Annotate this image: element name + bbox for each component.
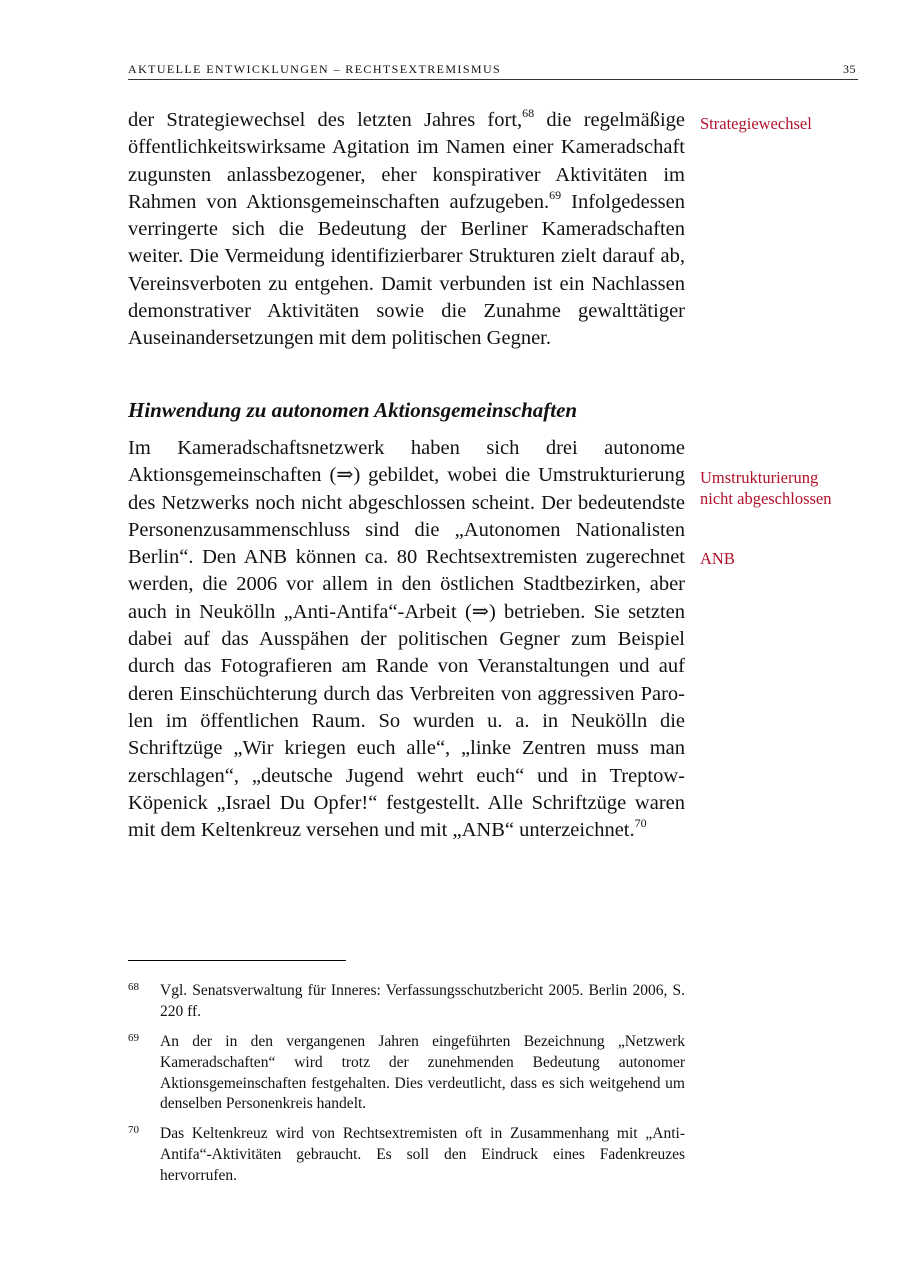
paragraph-text: Infolgedessen verringerte sich die Bedeutung der Berliner Kameradschaften weiter. Die Vermeidung identifizierbarer Strukturen zielt darauf ab, Vereinsverboten zu entgehen. Damit verbunden ist ein Nachlassen demonstrativer Aktivitäten sowie die Zunahme gewalttätiger Auseinandersetzungen mit dem politischen Gegner. [128,190,686,350]
footnote-ref-69[interactable]: 69 [549,187,562,202]
footnote-70 [128,1124,685,1186]
paragraph-text: Im Kameradschaftsnetzwerk haben sich drei autonome Aktionsgemeinschaften (⇒) gebildet, wobei die Umstrukturierung des Netzwerks noch nicht abgeschlossen scheint. Der bedeutendste Personenzusammenschluss sind die „Autonomen Nationalisten Berlin“. Den ANB können ca. 80 Rechtsextremisten zugerechnet werden, die 2006 vor allem in den östlichen Stadtbezirken, aber auch in Neukölln „Anti-Antifa“-Arbeit (⇒) betrieben. Sie setzten dabei auf das Ausspähen der politischen Gegner zum Beispiel durch das Fotografieren am Rande von Veranstaltungen und auf deren Einschüchterung durch das Verbreiten von aggressiven Parolen im öffentlichen Raum. So wurden u. a. in Neukölln die Schriftzüge „Wir kriegen euch alle“, „linke Zentren muss man zerschlagen“, „deutsche Jugend wehrt euch“ und in Treptow-Köpenick „Israel Du Opfer!“ festgestellt. Alle Schriftzüge waren mit dem Keltenkreuz versehen und mit „ANB“ unterzeichnet. [128,437,685,842]
footnote-number: 70 [128,1124,139,1136]
margin-note-umstrukturierung [700,467,832,509]
footnote-number: 69 [128,1032,139,1044]
margin-note-text: Umstrukturierung [700,468,819,487]
footnote-ref-70[interactable]: 70 [634,816,647,831]
margin-note-text: ANB [700,549,735,568]
footnote-68 [128,981,685,1023]
footnote-text: Vgl. Senatsverwaltung für Inneres: Verfassungsschutzbericht 2005. Berlin 2006, S. 220 ff. [160,982,685,1020]
footnote-divider [128,960,346,961]
running-header [128,62,858,80]
section-heading: Hinwendung zu autonomen Aktionsgemeinschaften [128,398,578,422]
running-header-title: AKTUELLE ENTWICKLUNGEN – RECHTSEXTREMISMUS [128,62,502,76]
footnote-text: An der in den vergangenen Jahren eingeführten Bezeichnung „Netzwerk Kameradschaften“ wird trotz der zunehmenden Bedeutung autonomer Aktionsgemeinschaften festgehalten. Dies verdeutlicht, dass es sich weitgehend um denselben Personenkreis handelt. [160,1033,685,1113]
footnote-ref-68[interactable]: 68 [522,106,535,120]
margin-note-text: Strategiewechsel [700,114,812,133]
footnote-number: 68 [128,981,139,993]
margin-note-anb [700,548,735,569]
footnote-text: Das Keltenkreuz wird von Rechtsextremisten oft in Zusammenhang mit „Anti-Antifa“-Aktivitäten gebraucht. Es soll den Eindruck eines Fadenkreuzes hervorrufen. [160,1125,685,1184]
footnote-69 [128,1032,685,1115]
paragraph-text: die regelmäßige öffentlichkeitswirksame Agitation im Namen einer Kameradschaft zugunsten anlassbezogener, eher konspirativer Aktivitäten im Rahmen von Aktionsgemeinschaften aufzugeben. [128,109,685,213]
margin-note-strategiewechsel [700,113,812,134]
body-paragraph-1 [128,107,685,353]
paragraph-text: der Strategiewechsel des letzten Jahres fort, [128,109,523,131]
margin-note-text: nicht abgeschlossen [700,489,832,508]
page-number: 35 [843,62,856,76]
body-paragraph-2 [128,435,685,844]
